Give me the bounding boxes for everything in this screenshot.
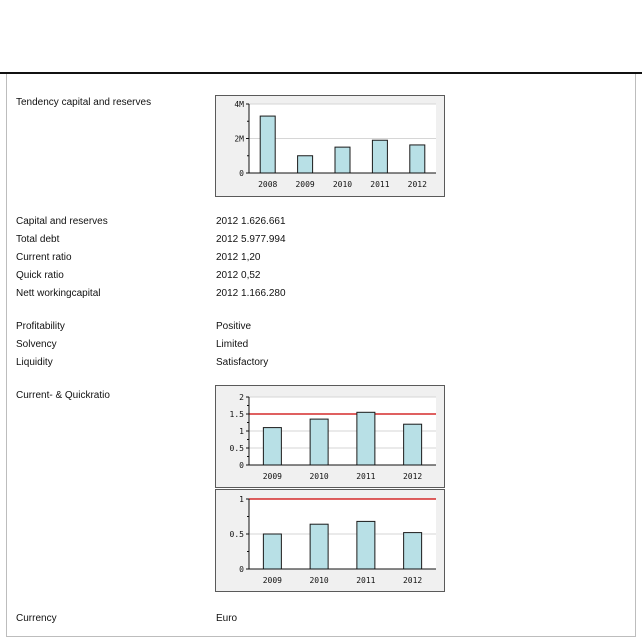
quick-x-tick-label: 2010 <box>309 576 329 585</box>
quick-y-tick-label: 0 <box>239 565 244 574</box>
quick-ratio-chart-svg <box>216 490 444 591</box>
liquidity-value: Satisfactory <box>216 357 269 368</box>
capital-bar-2009 <box>298 156 313 173</box>
capital-x-tick-label: 2011 <box>370 180 390 189</box>
current-x-tick-label: 2011 <box>356 472 376 481</box>
capital-y-tick-label: 4M <box>234 100 244 109</box>
current-x-tick-label: 2010 <box>309 472 329 481</box>
working-capital-value: 2012 1.166.280 <box>216 288 286 299</box>
quick-bar-2012 <box>404 533 422 569</box>
current-ratio-value: 2012 1,20 <box>216 252 261 263</box>
current-ratio-label: Current ratio <box>16 252 72 263</box>
quick-ratio-value: 2012 0,52 <box>216 270 261 281</box>
current-x-tick-label: 2009 <box>262 472 283 481</box>
capital-chart <box>215 95 445 197</box>
capital-x-tick-label: 2008 <box>258 180 278 189</box>
profitability-value: Positive <box>216 321 252 332</box>
capital-bar-2008 <box>260 116 275 173</box>
current-y-tick-label: 2 <box>239 393 244 402</box>
capital-y-tick-label: 2M <box>234 134 244 144</box>
quick-ratio-chart <box>215 489 445 592</box>
total-debt-label: Total debt <box>16 234 60 245</box>
solvency-value: Limited <box>216 339 249 350</box>
current-y-tick-label: 1.5 <box>229 410 244 419</box>
capital-x-tick-label: 2012 <box>407 180 427 189</box>
solvency-label: Solvency <box>16 339 57 350</box>
quick-x-tick-label: 2011 <box>356 576 376 585</box>
current-y-tick-label: 0.5 <box>229 444 244 453</box>
currency-label: Currency <box>16 613 57 624</box>
current-bar-2011 <box>357 412 375 465</box>
working-capital-label: Nett workingcapital <box>16 288 101 299</box>
quick-y-tick-label: 1 <box>239 495 244 504</box>
quick-x-tick-label: 2009 <box>262 576 283 585</box>
current-x-tick-label: 2012 <box>402 472 423 481</box>
capital-x-tick-label: 2009 <box>295 180 315 189</box>
quick-bar-2009 <box>263 534 281 569</box>
liquidity-label: Liquidity <box>16 357 53 368</box>
quick-ratio-label: Quick ratio <box>16 270 64 281</box>
total-debt-value: 2012 5.977.994 <box>216 234 286 245</box>
currency-value: Euro <box>216 613 238 624</box>
profitability-label: Profitability <box>16 321 65 332</box>
capital-chart-svg <box>216 96 444 196</box>
ratios-label: Current- & Quickratio <box>16 390 110 401</box>
capital-y-tick-label: 0 <box>239 169 244 178</box>
capital-value: 2012 1.626.661 <box>216 216 286 227</box>
current-ratio-chart <box>215 385 445 488</box>
current-bar-2009 <box>263 428 281 465</box>
current-bar-2010 <box>310 419 328 465</box>
quick-y-tick-label: 0.5 <box>229 530 244 539</box>
tendency-label: Tendency capital and reserves <box>16 97 152 108</box>
capital-bar-2010 <box>335 147 350 173</box>
capital-bar-2012 <box>410 145 425 173</box>
current-y-tick-label: 0 <box>239 461 244 470</box>
current-y-tick-label: 1 <box>239 427 244 436</box>
quick-bar-2011 <box>357 521 375 569</box>
capital-label: Capital and reserves <box>16 216 108 227</box>
current-bar-2012 <box>404 424 422 465</box>
quick-x-tick-label: 2012 <box>402 576 423 585</box>
current-ratio-chart-svg <box>216 386 444 487</box>
capital-bar-2011 <box>372 140 387 173</box>
quick-bar-2010 <box>310 524 328 569</box>
capital-x-tick-label: 2010 <box>332 180 353 189</box>
